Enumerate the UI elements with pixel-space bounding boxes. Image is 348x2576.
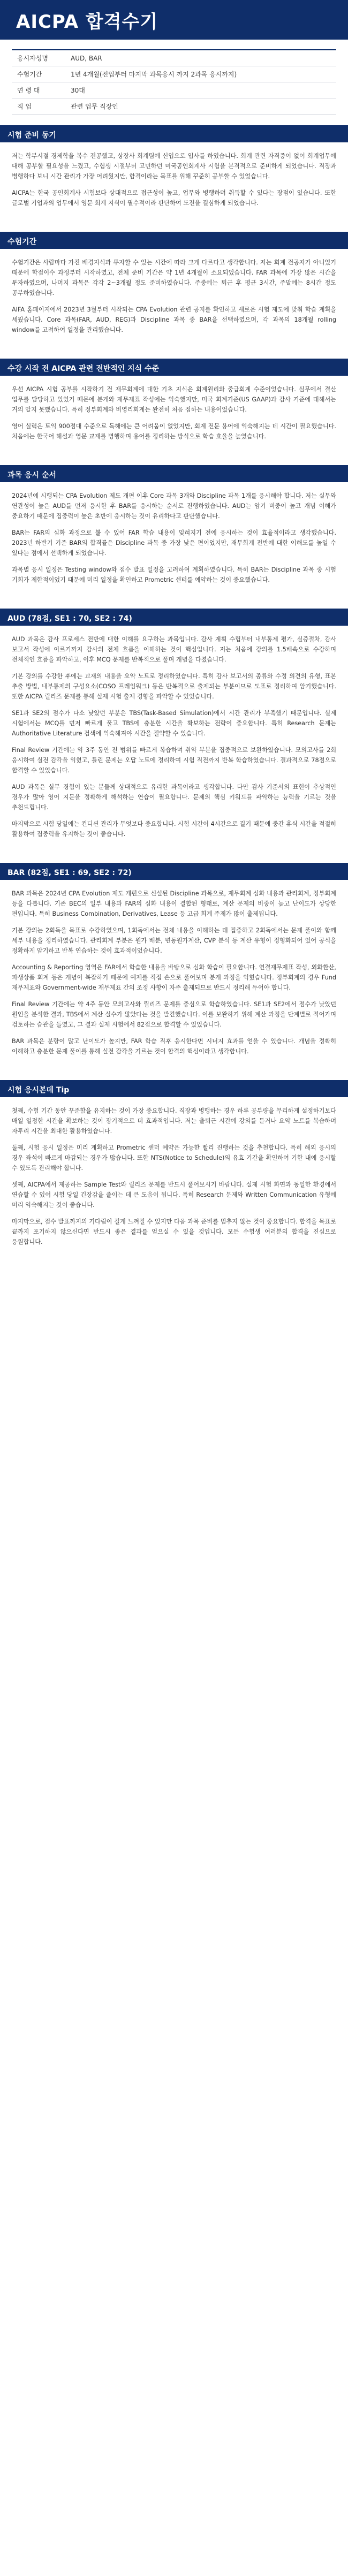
section-paragraph: 첫째, 수험 기간 동안 꾸준함을 유지하는 것이 가장 중요합니다. 직장과 병행하는 경우 하루 공부량을 무리하게 설정하기보다 매일 일정한 시간을 확보하는 것이 장기적으로 더 효과적입니다. 저는 출퇴근 시간에 강의를 듣거나 요약 노트를 복습하며 자투리 시간을 최대한 활용하였습니다. — [12, 1107, 336, 1135]
page — [0, 0, 348, 1260]
info-key: 수험기간 — [12, 66, 65, 82]
section-paragraph: 2024년에 시행되는 CPA Evolution 제도 개편 이후 Core 과목 3개와 Discipline 과목 1개를 응시해야 합니다. 저는 실무와 연관성이 높은 AUD를 먼저 응시한 후 BAR를 응시하는 순서로 진행하였습니다. AUD는 암기 비중이 높고 개념 이해가 중요하기 때문에 집중력이 높은 초반에 응시하는 것이 유리하다고 판단했습니다. — [12, 492, 336, 520]
section-title: 수험기간 — [0, 232, 348, 249]
section-paragraph: 영어 실력은 토익 900점대 수준으로 독해에는 큰 어려움이 없었지만, 회계 전문 용어에 익숙해지는 데 시간이 필요했습니다. 처음에는 한국어 해설과 영문 교재를 병행하며 용어를 정리하는 방식으로 학습 효율을 높였습니다. — [12, 423, 336, 440]
section-paragraph: 수험기간은 사람마다 가진 배경지식과 투자할 수 있는 시간에 따라 크게 다르다고 생각합니다. 저는 회계 전공자가 아니었기 때문에 학점이수 과정부터 시작하였고, 전체 준비 기간은 약 1년 4개월이 소요되었습니다. FAR 과목에 가장 많은 시간을 투자하였으며, 나머지 과목은 각각 2~3개월 정도 준비하였습니다. 주중에는 퇴근 후 평균 3시간, 주말에는 8시간 정도 공부하였습니다. — [12, 259, 336, 297]
header-banner — [0, 0, 348, 40]
section-title: 시험 준비 동기 — [0, 125, 348, 142]
content-section — [0, 609, 348, 852]
section-body — [0, 249, 348, 348]
section-paragraph: 우선 AICPA 시험 공부를 시작하기 전 재무회계에 대한 기초 지식은 회계원리와 중급회계 수준이었습니다. 실무에서 결산 업무를 담당하고 있었기 때문에 분개와 재무제표 작성에는 익숙했지만, 미국 회계기준(US GAAP)과 감사 기준에 대해서는 거의 알지 못했습니다. 특히 정부회계와 비영리회계는 완전히 처음 접하는 내용이었습니다. — [12, 386, 336, 413]
section-paragraph: BAR 과목은 분량이 많고 난이도가 높지만, FAR 학습 직후 응시한다면 시너지 효과를 얻을 수 있습니다. 개념을 정확히 이해하고 충분한 문제 풀이를 통해 실전 감각을 기르는 것이 합격의 핵심이라고 생각합니다. — [12, 1038, 336, 1055]
section-paragraph: 둘째, 시험 응시 일정은 미리 계획하고 Prometric 센터 예약은 가능한 빨리 진행하는 것을 추천합니다. 특히 해외 응시의 경우 좌석이 빠르게 마감되는 경우가 많습니다. 또한 NTS(Notice to Schedule)의 유효 기간을 확인하여 기한 내에 응시할 수 있도록 관리해야 합니다. — [12, 1144, 336, 1172]
section-paragraph: AIFA 홈페이지에서 2023년 3월부터 시작되는 CPA Evolution 관련 공지를 확인하고 새로운 시험 제도에 맞춰 학습 계획을 세웠습니다. Core 과목(FAR, AUD, REG)과 Discipline 과목 중 BAR을 선택하였으며, 각 과목의 18개월 rolling window를 고려하여 일정을 관리했습니다. — [12, 306, 336, 333]
section-title: AUD (78점, SE1 : 70, SE2 : 74) — [0, 609, 348, 626]
info-value: 관련 업무 직장인 — [65, 98, 336, 115]
section-paragraph: SE1과 SE2의 점수가 다소 낮았던 부분은 TBS(Task-Based Simulation)에서 시간 관리가 부족했기 때문입니다. 실제 시험에서는 MCQ를 먼저 빠르게 풀고 TBS에 충분한 시간을 확보하는 전략이 중요합니다. 특히 Research 문제는 Authoritative Literature 검색에 익숙해져야 시간을 절약할 수 있습니다. — [12, 710, 336, 737]
section-paragraph: 저는 학부시절 경제학을 복수 전공했고, 상장사 회계팀에 신입으로 입사를 하였습니다. 회계 관련 자격증이 없어 회계업무에 대해 공부할 필요성을 느꼈고, 수험생 시절부터 고민하던 미국공인회계사 시험을 본격적으로 준비하게 되었습니다. 직장과 병행하다 보니 시간 관리가 가장 어려웠지만, 합격이라는 목표를 위해 꾸준히 공부할 수 있었습니다. — [12, 153, 336, 180]
content-section — [0, 1080, 348, 1260]
section-paragraph: AUD 과목은 실무 경험이 있는 분들께 상대적으로 유리한 과목이라고 생각합니다. 다만 감사 기준서의 표현이 추상적인 경우가 많아 영어 지문을 정확하게 해석하는 연습이 필요합니다. 문제의 핵심 키워드를 파악하는 능력을 기르는 것을 추천드립니다. — [12, 784, 336, 811]
info-value: AUD, BAR — [65, 50, 336, 66]
section-paragraph: BAR 과목은 2024년 CPA Evolution 제도 개편으로 신설된 Discipline 과목으로, 재무회계 심화 내용과 관리회계, 정부회계 등을 다룹니다. 기존 BEC의 일부 내용과 FAR의 심화 내용이 결합된 형태로, 계산 문제의 비중이 높고 난이도가 상당한 편입니다. 특히 Business Combination, Derivatives, Lease 등 고급 회계 주제가 많이 출제됩니다. — [12, 890, 336, 917]
info-value: 1년 4개월(전업부터 마지막 과목응시 까지 2과목 응시까지) — [65, 66, 336, 82]
content-section — [0, 863, 348, 1069]
section-paragraph: AICPA는 한국 공인회계사 시험보다 상대적으로 접근성이 높고, 업무와 병행하며 취득할 수 있다는 장점이 있습니다. 또한 글로벌 기업과의 업무에서 영문 회계 지식이 필수적이라 판단하여 도전을 결심하게 되었습니다. — [12, 189, 336, 207]
info-key: 직 업 — [12, 98, 65, 115]
section-paragraph: 마지막으로 시험 당일에는 컨디션 관리가 무엇보다 중요합니다. 시험 시간이 4시간으로 길기 때문에 중간 휴식 시간을 적절히 활용하여 집중력을 유지하는 것이 좋습니다. — [12, 820, 336, 838]
info-row — [12, 82, 336, 98]
content-section — [0, 232, 348, 348]
sections-container — [0, 125, 348, 1260]
info-table — [12, 49, 336, 115]
section-paragraph: Final Review 기간에는 약 3주 동안 전 범위를 빠르게 복습하며 취약 부분을 집중적으로 보완하였습니다. 모의고사를 2회 응시하여 실전 감각을 익혔고, 틀린 문제는 오답 노트에 정리하여 시험 직전까지 반복 학습하였습니다. 결과적으로 78점으로 합격할 수 있었습니다. — [12, 747, 336, 774]
section-title: 과목 응시 순서 — [0, 465, 348, 482]
info-row — [12, 98, 336, 115]
section-title: 시험 응시본데 Tip — [0, 1080, 348, 1097]
content-section — [0, 125, 348, 221]
section-body — [0, 142, 348, 221]
section-title: 수강 시작 전 AICPA 관련 전반적인 지식 수준 — [0, 359, 348, 376]
info-key: 연 령 대 — [12, 82, 65, 98]
section-body — [0, 376, 348, 454]
section-body — [0, 880, 348, 1069]
section-paragraph: 기본 강의는 2회독을 목표로 수강하였으며, 1회독에서는 전체 내용을 이해하는 데 집중하고 2회독에서는 문제 풀이와 함께 세부 내용을 정리하였습니다. 관리회계 부분은 원가 배분, 변동원가계산, CVP 분석 등 계산 유형이 정형화되어 있어 공식을 정확하게 암기하고 반복 연습하는 것이 효과적이었습니다. — [12, 927, 336, 954]
info-row — [12, 50, 336, 66]
section-paragraph: 마지막으로, 점수 발표까지의 기다림이 길게 느껴질 수 있지만 다음 과목 준비를 멈추지 않는 것이 중요합니다. 합격을 목표로 끝까지 포기하지 않으신다면 반드시 좋은 결과를 얻으실 수 있을 것입니다. 모든 수험생 여러분의 합격을 진심으로 응원합니다. — [12, 1218, 336, 1245]
section-paragraph: 기본 강의를 수강한 후에는 교재의 내용을 요약 노트로 정리하였습니다. 특히 감사 보고서의 종류와 수정 의견의 유형, 표본 추출 방법, 내부통제의 구성요소(COSO 프레임워크) 등은 반복적으로 출제되는 부분이므로 도표로 정리하여 암기했습니다. 또한 AICPA 릴리즈 문제를 통해 실제 시험 출제 경향을 파악할 수 있었습니다. — [12, 673, 336, 700]
section-paragraph: 과목별 응시 일정은 Testing window와 점수 발표 일정을 고려하여 계획하였습니다. 특히 BAR는 Discipline 과목 중 시험 기회가 제한적이었기 때문에 미리 일정을 확인하고 Prometric 센터를 예약하는 것이 중요했습니다. — [12, 566, 336, 583]
section-body — [0, 482, 348, 598]
section-paragraph: BAR는 FAR의 심화 과정으로 볼 수 있어 FAR 학습 내용이 잊혀지기 전에 응시하는 것이 효율적이라고 생각했습니다. 2023년 하반기 기준 BAR의 합격률은 Discipline 과목 중 가장 낮은 편이었지만, 재무회계 전반에 대한 이해도를 높일 수 있다는 점에서 선택하게 되었습니다. — [12, 529, 336, 557]
content-section — [0, 465, 348, 598]
page-title: AICPA 합격수기 — [16, 11, 158, 33]
section-paragraph: Final Review 기간에는 약 4주 동안 모의고사와 릴리즈 문제를 중심으로 학습하였습니다. SE1과 SE2에서 점수가 낮았던 원인을 분석한 결과, TBS에서 계산 실수가 많았다는 것을 발견했습니다. 이를 보완하기 위해 계산 과정을 단계별로 적어가며 검토하는 습관을 들였고, 그 결과 실제 시험에서 82점으로 합격할 수 있었습니다. — [12, 1001, 336, 1028]
info-row — [12, 66, 336, 82]
section-paragraph: Accounting & Reporting 영역은 FAR에서 학습한 내용을 바탕으로 심화 학습이 필요합니다. 연결재무제표 작성, 외화환산, 파생상품 회계 등은 개념이 복잡하기 때문에 예제를 직접 손으로 풀어보며 분개 과정을 익혔습니다. 정부회계의 경우 Fund 재무제표와 Government-wide 재무제표 간의 조정 사항이 자주 출제되므로 반드시 정리해 두어야 합니다. — [12, 964, 336, 991]
section-body — [0, 626, 348, 852]
info-key: 응시자성명 — [12, 50, 65, 66]
info-value: 30대 — [65, 82, 336, 98]
section-body — [0, 1097, 348, 1260]
section-paragraph: AUD 과목은 감사 프로세스 전반에 대한 이해를 요구하는 과목입니다. 감사 계획 수립부터 내부통제 평가, 실증절차, 감사 보고서 작성에 이르기까지 감사의 전체 흐름을 이해하는 것이 핵심입니다. 저는 처음에 강의를 1.5배속으로 수강하며 전체적인 흐름을 파악하고, 이후 MCQ 문제를 반복적으로 풀며 개념을 다졌습니다. — [12, 636, 336, 663]
section-paragraph: 셋째, AICPA에서 제공하는 Sample Test와 릴리즈 문제를 반드시 풀어보시기 바랍니다. 실제 시험 화면과 동일한 환경에서 연습할 수 있어 시험 당일 긴장감을 줄이는 데 큰 도움이 됩니다. 특히 Research 문제와 Written Communication 유형에 미리 익숙해지는 것이 좋습니다. — [12, 1181, 336, 1209]
section-title: BAR (82점, SE1 : 69, SE2 : 72) — [0, 863, 348, 880]
content-section — [0, 359, 348, 454]
